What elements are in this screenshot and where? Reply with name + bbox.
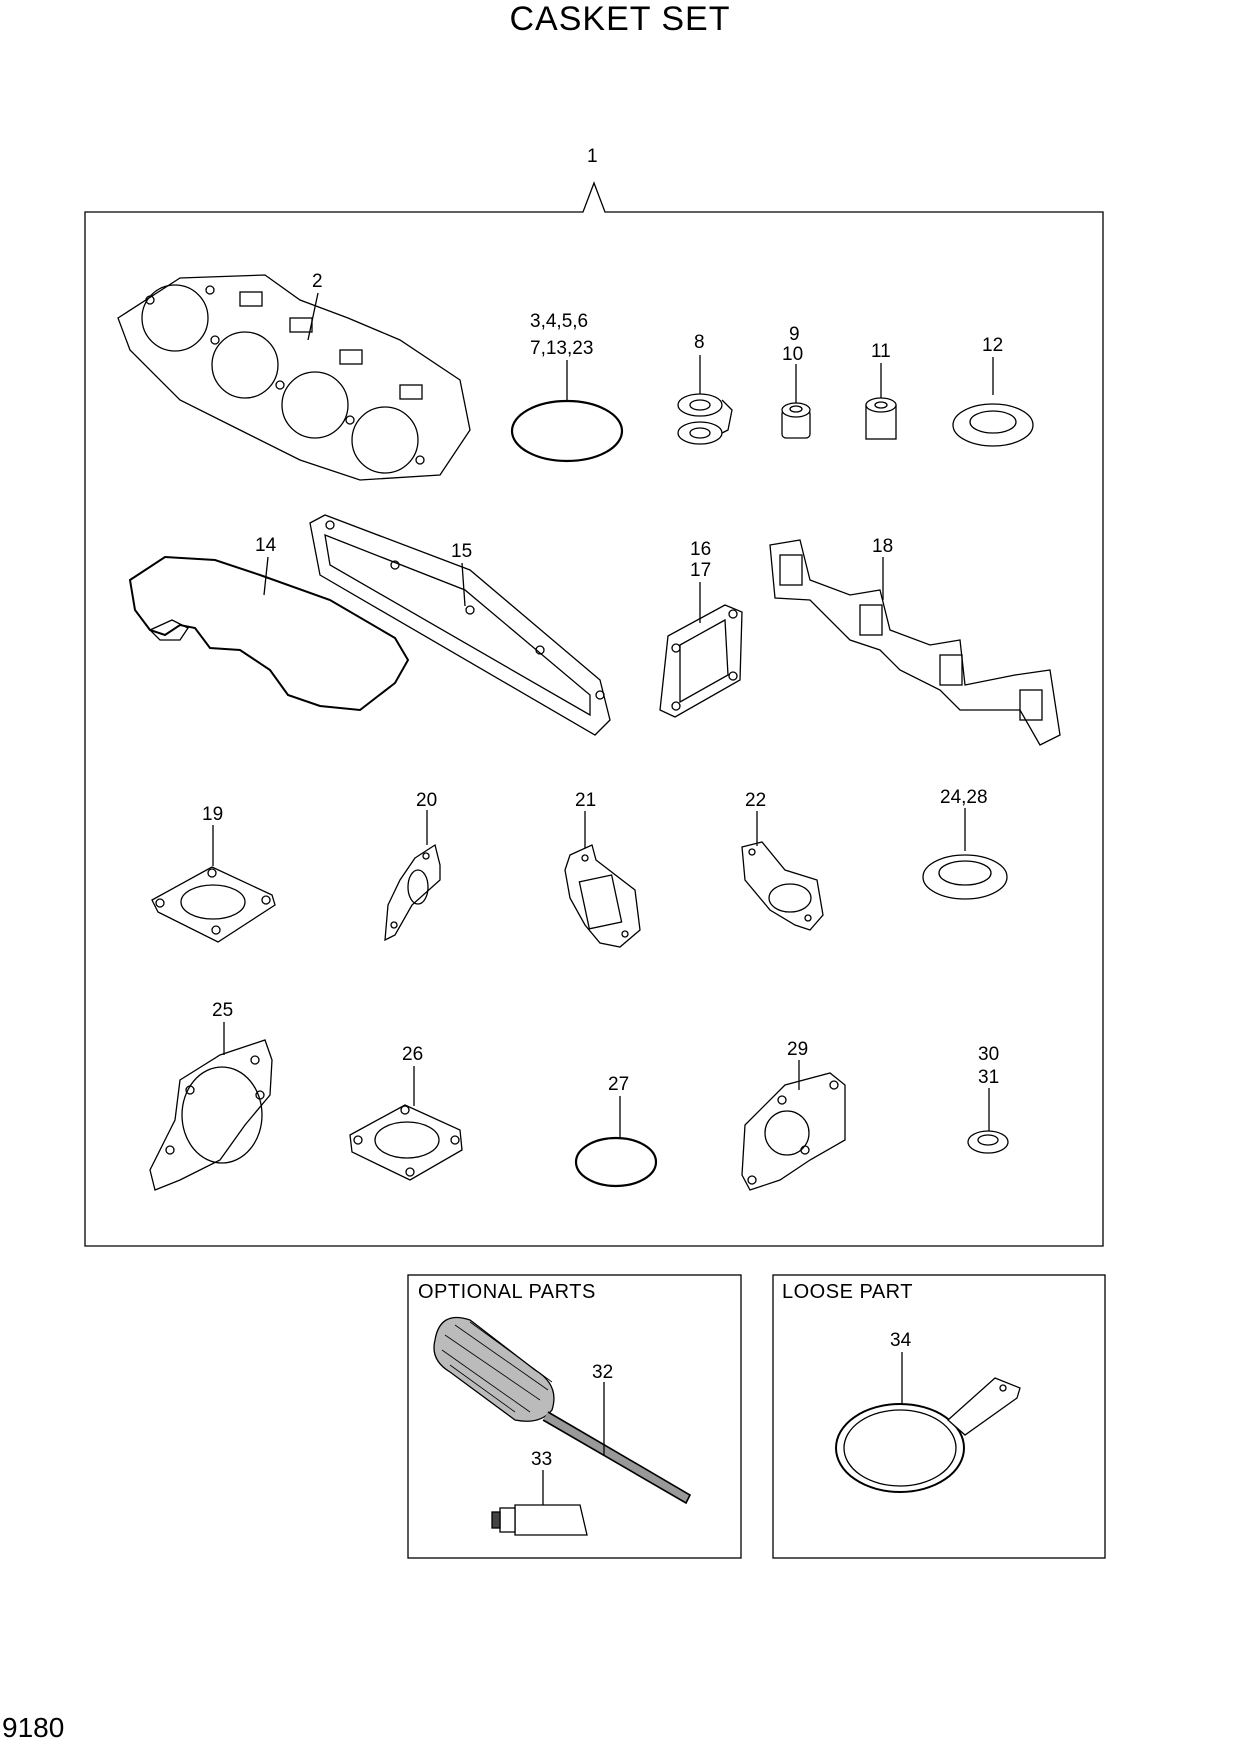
part-exhaust-manifold-gasket — [770, 540, 1060, 745]
callout-31: 31 — [978, 1067, 1000, 1088]
callout-7-13-23: 7,13,23 — [530, 338, 594, 359]
callout-20: 20 — [416, 790, 438, 811]
callout-12: 12 — [982, 335, 1004, 356]
callout-15: 15 — [451, 541, 473, 562]
part-filter-wrench — [836, 1378, 1020, 1492]
callout-18: 18 — [872, 536, 894, 557]
part-water-pump-gasket — [150, 1040, 272, 1190]
part-o-ring — [512, 401, 622, 461]
callout-3-6: 3,4,5,6 — [530, 311, 589, 332]
callout-26: 26 — [402, 1044, 424, 1065]
callout-33: 33 — [531, 1449, 553, 1470]
part-16-17-gasket — [660, 605, 742, 717]
callout-25: 25 — [212, 1000, 234, 1021]
part-brush-hone — [434, 1318, 690, 1504]
callout-14: 14 — [255, 535, 277, 556]
part-11-bush — [866, 398, 896, 439]
part-8-seal — [678, 394, 732, 444]
callout-11: 11 — [871, 341, 891, 362]
callout-22: 22 — [745, 790, 767, 811]
callout-2: 2 — [312, 271, 323, 292]
page-title: CASKET SET — [509, 0, 731, 38]
callout-10: 10 — [782, 344, 804, 365]
part-cylinder-head-gasket — [118, 275, 470, 480]
part-27-ring — [576, 1138, 656, 1186]
part-sealant-tube — [492, 1505, 587, 1535]
callout-1: 1 — [587, 146, 598, 167]
part-30-31-washer — [968, 1131, 1008, 1153]
callout-8: 8 — [694, 332, 705, 353]
part-12-washer — [953, 404, 1033, 446]
callout-21: 21 — [575, 790, 597, 811]
callout-27: 27 — [608, 1074, 630, 1095]
loose-part-frame — [773, 1275, 1105, 1558]
callout-16: 16 — [690, 539, 712, 560]
part-24-28-washer — [923, 855, 1007, 899]
callout-19: 19 — [202, 804, 224, 825]
part-20-gasket — [385, 845, 440, 940]
page-number: 9180 — [2, 1712, 65, 1743]
part-valve-stem-seal — [782, 403, 810, 438]
part-22-gasket — [742, 842, 823, 930]
optional-parts-label: OPTIONAL PARTS — [418, 1281, 596, 1303]
callout-29: 29 — [787, 1039, 809, 1060]
part-26-flange-gasket — [350, 1105, 462, 1180]
part-19-flange-gasket — [152, 867, 275, 942]
callout-24-28: 24,28 — [940, 787, 988, 808]
part-29-gasket — [742, 1073, 845, 1190]
callout-32: 32 — [592, 1362, 614, 1383]
callout-30: 30 — [978, 1044, 1000, 1065]
callout-34: 34 — [890, 1330, 912, 1351]
loose-part-label: LOOSE PART — [782, 1281, 913, 1303]
part-21-gasket — [565, 845, 640, 947]
callout-9: 9 — [789, 324, 800, 345]
callout-17: 17 — [690, 560, 712, 581]
